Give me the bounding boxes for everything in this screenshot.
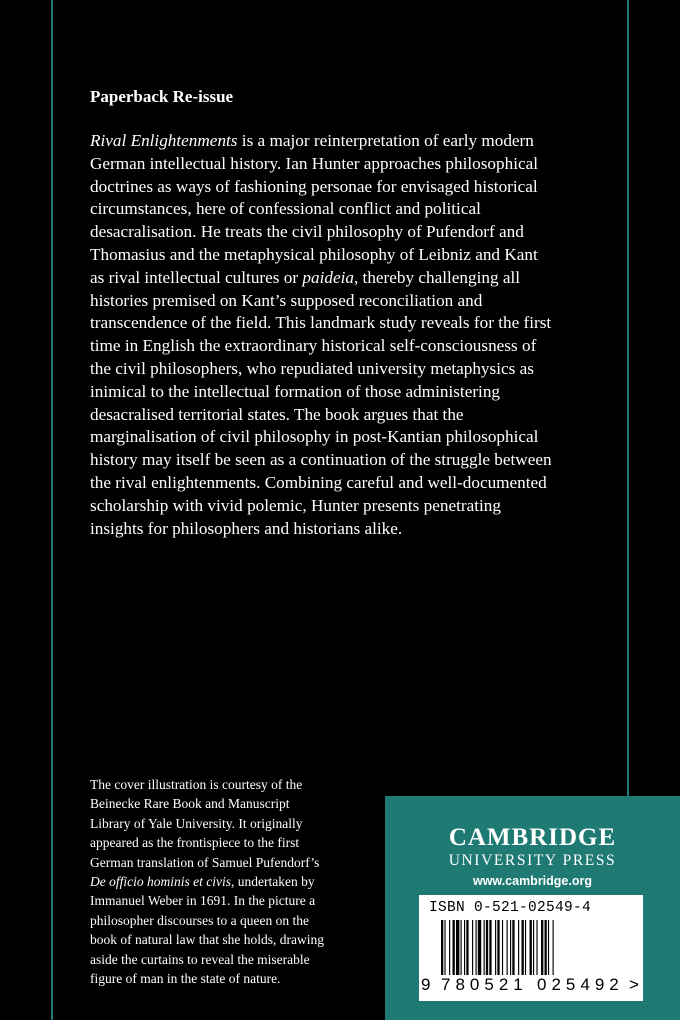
blurb-line: insights for philosophers and historians alike. <box>90 518 403 538</box>
blurb-line: German intellectual history. Ian Hunter approaches philosophical <box>90 153 538 173</box>
blurb-line: circumstances, here of confessional conflict and political <box>90 199 481 219</box>
note-line: Library of Yale University. It originally <box>90 815 303 831</box>
paideia-italic: paideia <box>302 267 354 287</box>
blurb-line: transcendence of the field. This landmark study reveals for the first <box>90 313 552 333</box>
barcode-stripe <box>461 920 462 975</box>
note-line: Immanuel Weber in 1691. In the picture a <box>90 893 316 909</box>
barcode-stripe <box>530 920 532 975</box>
barcode-stripe <box>464 920 465 975</box>
barcode-stripe <box>522 920 524 975</box>
book-description <box>90 130 616 540</box>
note-line: figure of man in the state of nature. <box>90 971 281 987</box>
note-line: The cover illustration is courtesy of the <box>90 777 303 792</box>
barcode-stripe <box>472 920 473 975</box>
ean-right-digits: 025492 <box>537 975 624 994</box>
note-line: appeared as the frontispiece to the first <box>90 835 300 851</box>
barcode-stripe <box>449 920 450 975</box>
barcode-stripe <box>456 920 459 975</box>
blurb-line: doctrines as ways of fashioning personae for envisaged historical <box>90 176 538 196</box>
barcode-stripe <box>525 920 526 975</box>
note-line: aside the curtains to reveal the miserable <box>90 951 310 967</box>
barcode-stripe <box>536 920 537 975</box>
barcode-stripe <box>545 920 547 975</box>
ean-first-digit: 9 <box>421 975 431 994</box>
blurb-line: Thomasius and the metaphysical philosophy of Leibniz and Kant <box>90 244 538 264</box>
barcode-stripe <box>486 920 488 975</box>
left-border-rule <box>51 0 53 1020</box>
barcode-stripe <box>533 920 534 975</box>
blurb-line: history may itself be seen as a continuation of the struggle between <box>90 450 552 470</box>
publisher-url: www.cambridge.org <box>472 874 592 888</box>
blurb-line: as rival intellectual cultures or paideia, thereby challenging all <box>90 267 521 287</box>
publisher-name: CAMBRIDGE <box>448 824 617 851</box>
barcode-stripe <box>495 920 496 975</box>
barcode-stripe <box>476 920 477 975</box>
barcode-stripe <box>541 920 543 975</box>
publisher-subtitle: UNIVERSITY PRESS <box>448 852 617 869</box>
barcode-stripe <box>478 920 481 975</box>
barcode-stripe <box>444 920 445 975</box>
note-line: philosopher discourses to a queen on the <box>90 912 309 928</box>
isbn-barcode <box>419 895 643 1001</box>
blurb-line: inimical to the intellectual formation of those administering <box>90 381 501 401</box>
ean-end-mark: > <box>629 975 639 994</box>
blurb-line: marginalisation of civil philosophy in post-Kantian philosophical <box>90 427 539 447</box>
barcode-bars-icon <box>427 920 637 975</box>
blurb-line: histories premised on Kant’s supposed reconciliation and <box>90 290 483 310</box>
barcode-stripe <box>507 920 508 975</box>
blurb-line: desacralised territorial states. The book argues that the <box>90 404 464 424</box>
book-title-italic: Rival Enlightenments <box>90 131 238 150</box>
ean-left-digits: 780521 <box>441 975 528 994</box>
barcode-stripe <box>441 920 443 975</box>
right-border-rule <box>627 0 629 796</box>
blurb-line: scholarship with vivid polemic, Hunter presents penetrating <box>90 495 501 515</box>
barcode-stripe <box>518 920 519 975</box>
cover-illustration-note <box>90 775 380 988</box>
blurb-line: desacralisation. He treats the civil philosophy of Pufendorf and <box>90 222 524 242</box>
barcode-stripe <box>548 920 549 975</box>
barcode-stripe <box>466 920 468 975</box>
note-line: De officio hominis et civis, undertaken by <box>90 874 315 890</box>
barcode-stripe <box>489 920 491 975</box>
barcode-stripe <box>497 920 499 975</box>
barcode-stripe <box>553 920 554 975</box>
blurb-line: the civil philosophers, who repudiated university metaphysics as <box>90 358 534 378</box>
latin-title-italic: De officio hominis et civis <box>90 874 231 890</box>
blurb-line: Rival Enlightenments is a major reinterpretation of early modern <box>90 131 534 150</box>
blurb-line: time in English the extraordinary historical self-consciousness of <box>90 336 537 356</box>
barcode-stripe <box>484 920 485 975</box>
note-line: German translation of Samuel Pufendorf’s <box>90 854 320 870</box>
blurb-line: the rival enlightenments. Combining careful and well-documented <box>90 472 547 492</box>
note-line: book of natural law that she holds, drawing <box>90 932 324 948</box>
barcode-stripe <box>510 920 511 975</box>
publisher-panel <box>385 796 680 1020</box>
isbn-number: ISBN 0-521-02549-4 <box>429 900 592 916</box>
barcode-stripe <box>502 920 503 975</box>
barcode-stripe <box>512 920 514 975</box>
barcode-stripe <box>453 920 455 975</box>
note-line: Beinecke Rare Book and Manuscript <box>90 796 290 812</box>
edition-heading: Paperback Re-issue <box>90 87 234 106</box>
